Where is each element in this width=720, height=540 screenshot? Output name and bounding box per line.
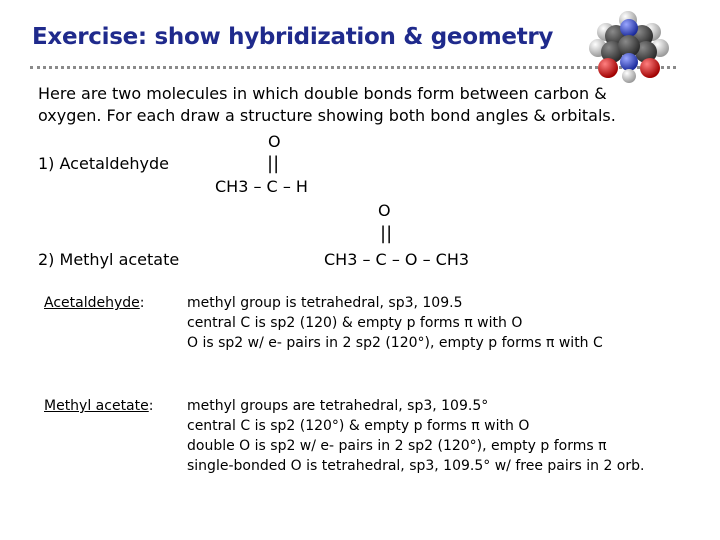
acetaldehyde-answer-label — [44, 292, 144, 314]
intro-line: oxygen. For each draw a structure showing both bond angles & orbitals. — [38, 106, 616, 125]
label-colon: : — [139, 295, 145, 311]
methyl-acetate-carbonyl-oxygen: O — [378, 201, 391, 220]
answer-line: double O is sp2 w/ e- pairs in 2 sp2 (120°), empty p forms π — [187, 438, 607, 454]
methyl-acetate-answer-name: Methyl acetate — [44, 398, 149, 414]
acetaldehyde-answer-text — [187, 293, 603, 353]
label-colon: : — [148, 398, 154, 414]
answer-line: O is sp2 w/ e- pairs in 2 sp2 (120°), empty p forms π with C — [187, 335, 603, 351]
acetaldehyde-formula: CH3 – C – H — [215, 177, 308, 196]
acetaldehyde-prompt-label: 1) Acetaldehyde — [38, 154, 169, 173]
acetaldehyde-double-bond: || — [267, 153, 280, 174]
methyl-acetate-double-bond: || — [380, 223, 393, 244]
intro-line: Here are two molecules in which double bonds form between carbon & — [38, 84, 607, 103]
space-filling-molecule-icon — [586, 6, 672, 86]
methyl-acetate-formula: CH3 – C – O – CH3 — [324, 250, 470, 269]
answer-line: single-bonded O is tetrahedral, sp3, 109.5° w/ free pairs in 2 orb. — [187, 458, 645, 474]
answer-line: methyl groups are tetrahedral, sp3, 109.5° — [187, 398, 489, 414]
acetaldehyde-answer-name: Acetaldehyde — [44, 295, 140, 311]
answer-line: central C is sp2 (120°) & empty p forms π with O — [187, 418, 530, 434]
methyl-acetate-answer-label — [44, 395, 153, 417]
slide-title: Exercise: show hybridization & geometry — [32, 24, 554, 50]
answer-line: methyl group is tetrahedral, sp3, 109.5 — [187, 295, 463, 311]
answer-line: central C is sp2 (120) & empty p forms π with O — [187, 315, 523, 331]
methyl-acetate-prompt-label: 2) Methyl acetate — [38, 250, 180, 269]
intro-paragraph — [38, 83, 678, 127]
title-divider — [30, 66, 676, 69]
acetaldehyde-carbonyl-oxygen: O — [268, 132, 281, 151]
methyl-acetate-answer-text — [187, 396, 644, 476]
